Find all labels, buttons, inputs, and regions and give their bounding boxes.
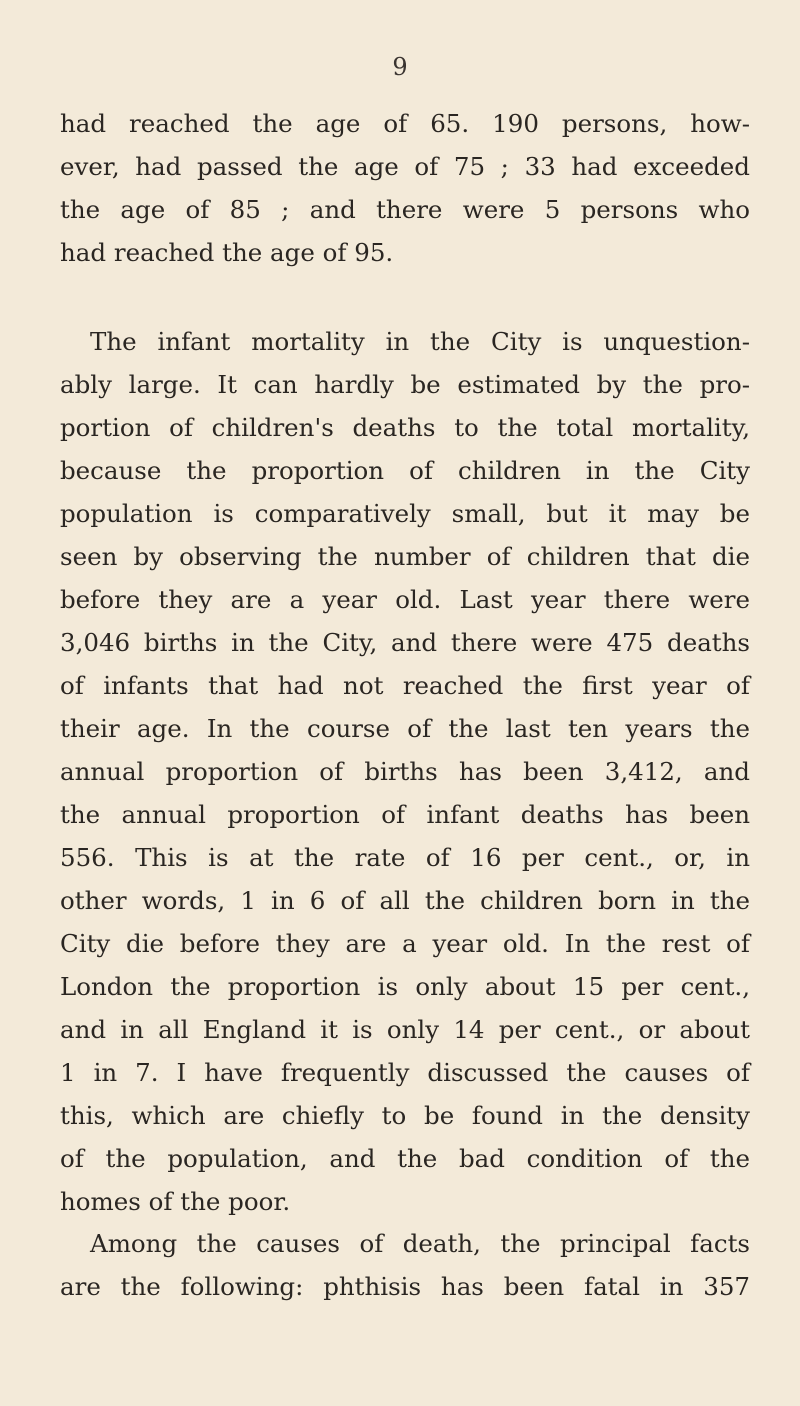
text-line: this, which are chiefly to be found in the density xyxy=(60,1101,750,1130)
text-line: other words, 1 in 6 of all the children born in the xyxy=(60,886,750,915)
text-line: the age of 85 ; and there were 5 persons who xyxy=(60,195,750,224)
text-line: 1 in 7. I have frequently discussed the causes of xyxy=(60,1058,750,1087)
page-number: 9 xyxy=(392,53,408,81)
text-line: of the population, and the bad condition of the xyxy=(60,1144,750,1173)
text-line: ably large. It can hardly be estimated by the pro- xyxy=(60,370,750,399)
text-line: City die before they are a year old. In the rest of xyxy=(60,929,750,958)
text-line: had reached the age of 65. 190 persons, how- xyxy=(60,109,750,138)
text-line: of infants that had not reached the first year of xyxy=(60,671,750,700)
text-line: seen by observing the number of children that die xyxy=(60,542,750,571)
paragraph-causes-of-death xyxy=(60,1222,750,1308)
text-line: Among the causes of death, the principal facts xyxy=(90,1229,750,1258)
text-line: 556. This is at the rate of 16 per cent., or, in xyxy=(60,843,750,872)
paragraph-age-statistics xyxy=(60,102,750,274)
text-line: annual proportion of births has been 3,412, and xyxy=(60,757,750,786)
text-line: because the proportion of children in the City xyxy=(60,456,750,485)
text-line: 3,046 births in the City, and there were 475 deaths xyxy=(60,628,750,657)
text-line: before they are a year old. Last year there were xyxy=(60,585,750,614)
text-line: homes of the poor. xyxy=(60,1187,291,1216)
text-line: are the following: phthisis has been fatal in 357 xyxy=(60,1272,750,1301)
text-line: population is comparatively small, but it may be xyxy=(60,499,750,528)
text-line: their age. In the course of the last ten years the xyxy=(60,714,750,743)
paragraph-infant-mortality xyxy=(60,320,750,1223)
text-line: London the proportion is only about 15 per cent., xyxy=(60,972,750,1001)
text-line: portion of children's deaths to the total mortality, xyxy=(60,413,750,442)
text-line: had reached the age of 95. xyxy=(60,238,394,267)
text-line: and in all England it is only 14 per cent., or about xyxy=(60,1015,750,1044)
text-line: The infant mortality in the City is unquestion- xyxy=(90,327,750,356)
text-line: the annual proportion of infant deaths has been xyxy=(60,800,750,829)
text-line: ever, had passed the age of 75 ; 33 had exceeded xyxy=(60,152,750,181)
